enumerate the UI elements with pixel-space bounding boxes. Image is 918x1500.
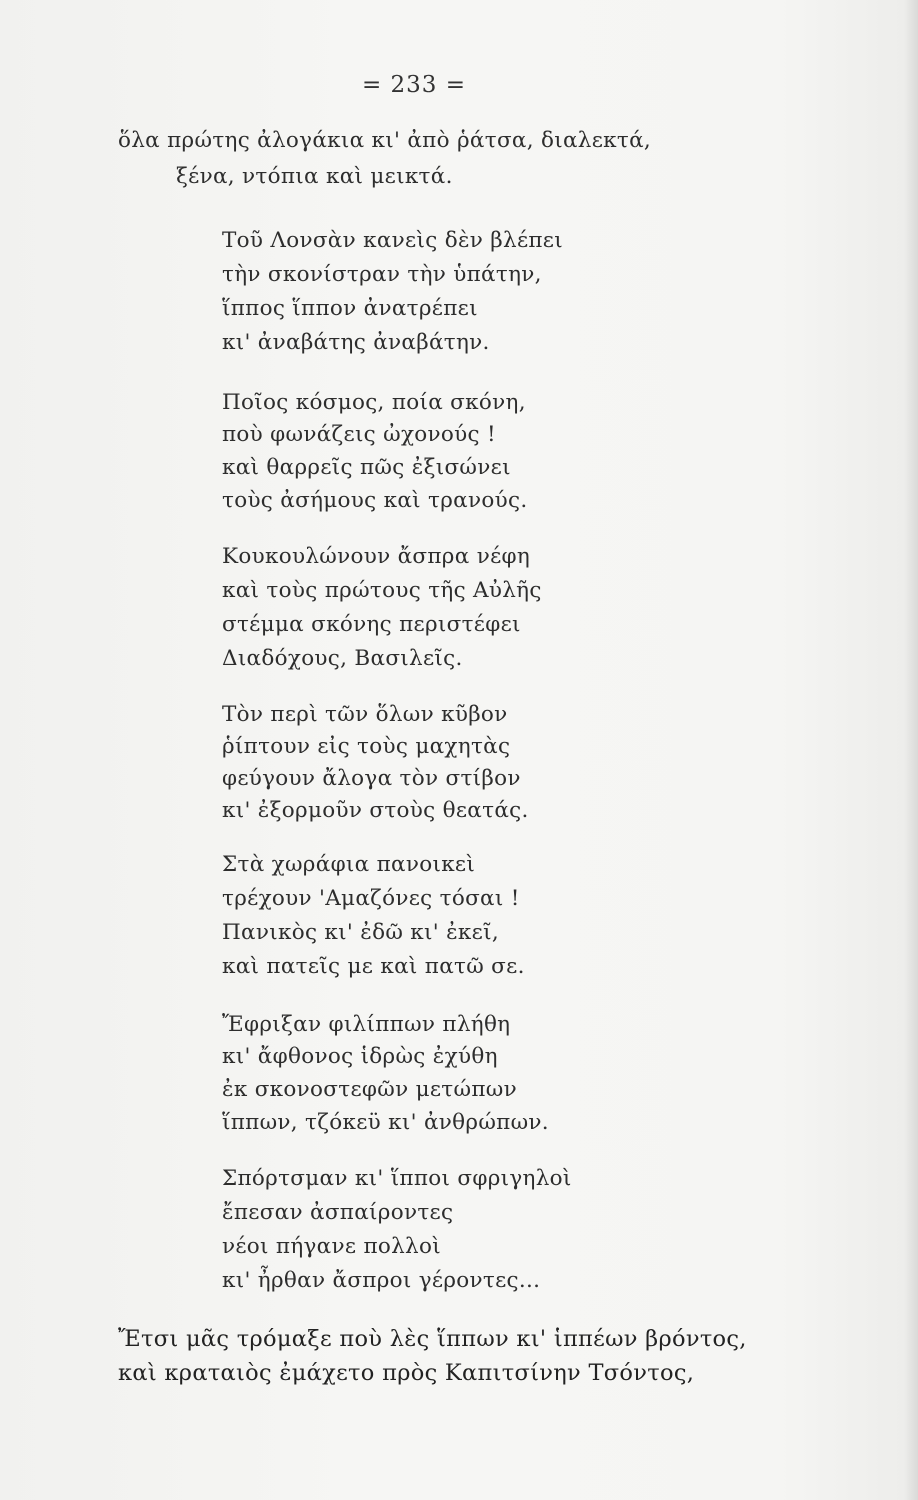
- stanza-7-line-1: Σπόρτσμαν κι' ἵπποι σφριγηλοὶ: [222, 1166, 572, 1191]
- stanza-3-line-2: καὶ τοὺς πρώτους τῆς Αὐλῆς: [222, 578, 542, 603]
- closing-line-1: Ἔτσι μᾶς τρόμαξε ποὺ λὲς ἵππων κι' ἱππέων βρόντος,: [118, 1326, 747, 1352]
- stanza-2-line-4: τοὺς ἀσήμους καὶ τρανούς.: [222, 488, 528, 513]
- stanza-3-line-3: στέμμα σκόνης περιστέφει: [222, 612, 521, 637]
- stanza-1-line-4: κι' ἀναβάτης ἀναβάτην.: [222, 330, 490, 355]
- stanza-6-line-4: ἵππων, τζόκεϋ κι' ἀνθρώπων.: [222, 1110, 549, 1135]
- stanza-2-line-3: καὶ θαρρεῖς πῶς ἐξισώνει: [222, 455, 511, 480]
- stanza-4-line-3: φεύγουν ἄλογα τὸν στίβον: [222, 766, 521, 791]
- stanza-4-line-2: ῥίπτουν εἰς τοὺς μαχητὰς: [222, 734, 511, 759]
- page-edge-shadow: [904, 0, 918, 1500]
- stanza-6-line-2: κι' ἄφθονος ἱδρὼς ἐχύθη: [222, 1044, 498, 1069]
- stanza-7-line-2: ἔπεσαν ἀσπαίροντες: [222, 1200, 454, 1225]
- stanza-4-line-1: Τὸν περὶ τῶν ὅλων κῦβον: [222, 702, 508, 727]
- stanza-2-line-1: Ποῖος κόσμος, ποία σκόνη,: [222, 390, 526, 415]
- stanza-1-line-3: ἵππος ἵππον ἀνατρέπει: [222, 296, 478, 321]
- stanza-7-line-3: νέοι πήγανε πολλοὶ: [222, 1234, 441, 1259]
- stanza-2-line-2: ποὺ φωνάζεις ὠχονούς !: [222, 422, 496, 447]
- stanza-7-line-4: κι' ἦρθαν ἄσπροι γέροντες...: [222, 1268, 541, 1293]
- page-number: = 233 =: [361, 72, 467, 98]
- opening-line-2: ξένα, ντόπια καὶ μεικτά.: [176, 164, 453, 189]
- closing-line-2: καὶ κραταιὸς ἐμάχετο πρὸς Καπιτσίνην Τσόντος,: [118, 1360, 695, 1386]
- stanza-1-line-1: Τοῦ Λονσὰν κανεὶς δὲν βλέπει: [222, 228, 563, 253]
- stanza-1-line-2: τὴν σκονίστραν τὴν ὑπάτην,: [222, 262, 542, 287]
- stanza-3-line-4: Διαδόχους, Βασιλεῖς.: [222, 646, 463, 671]
- stanza-6-line-1: Ἔφριξαν φιλίππων πλήθη: [222, 1012, 511, 1037]
- stanza-6-line-3: ἐκ σκονοστεφῶν μετώπων: [222, 1077, 517, 1102]
- stanza-4-line-4: κι' ἐξορμοῦν στοὺς θεατάς.: [222, 798, 529, 823]
- stanza-3-line-1: Κουκουλώνουν ἄσπρα νέφη: [222, 544, 531, 569]
- stanza-5-line-2: τρέχουν 'Αμαζόνες τόσαι !: [222, 886, 520, 911]
- stanza-5-line-3: Πανικὸς κι' ἐδῶ κι' ἐκεῖ,: [222, 920, 499, 945]
- stanza-5-line-4: καὶ πατεῖς με καὶ πατῶ σε.: [222, 954, 525, 979]
- stanza-5-line-1: Στὰ χωράφια πανοικεὶ: [222, 852, 476, 877]
- opening-line-1: ὅλα πρώτης ἀλογάκια κι' ἀπὸ ῥάτσα, διαλεκτά,: [118, 128, 652, 153]
